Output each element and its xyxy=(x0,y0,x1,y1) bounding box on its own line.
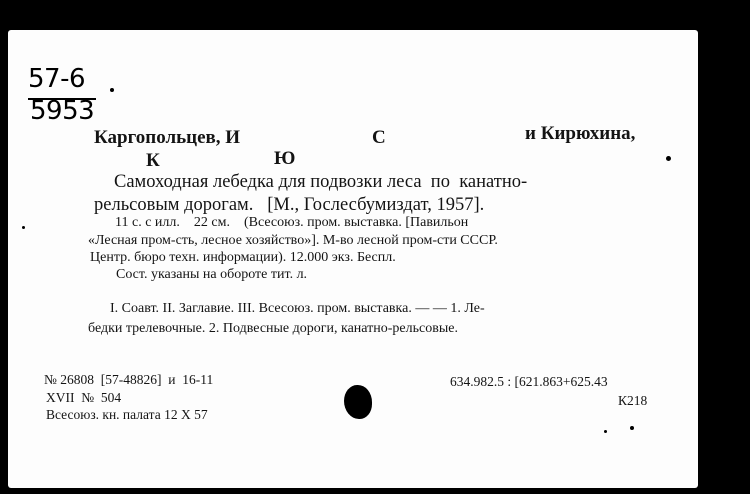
ink-speck xyxy=(22,226,25,229)
footer-record-number: № 26808 [57-48826] и 16-11 xyxy=(44,372,214,387)
description-line-3: Центр. бюро техн. информации). 12.000 экз. Беспл. xyxy=(90,250,396,265)
tracings-line-2: бедки трелевочные. 2. Подвесные дороги, канатно-рельсовые. xyxy=(88,321,458,336)
cutter-number: К218 xyxy=(618,393,648,408)
description-line-2: «Лесная пром-сть, лесное хозяйство»]. М-во лесной пром-сти СССР. xyxy=(88,233,498,248)
tracings-line-1: I. Соавт. II. Заглавие. III. Всесоюз. пром. выставка. — — 1. Ле- xyxy=(110,301,485,316)
footer-series: XVII № 504 xyxy=(46,390,122,405)
ink-speck xyxy=(630,426,634,430)
coauthor-second-initial: Ю xyxy=(274,148,296,169)
author-middle-initial: С xyxy=(372,127,386,148)
catalog-card xyxy=(8,30,698,488)
inventory-number: 5953 xyxy=(30,96,95,126)
ink-speck xyxy=(666,156,671,161)
title-line-2: рельсовым дорогам. [М., Гослесбумиздат, 1957]. xyxy=(94,195,485,215)
author-name: Каргопольцев, И xyxy=(94,127,241,148)
udc-classification: 634.982.5 : [621.863+625.43 xyxy=(450,374,608,389)
description-line-4: Сост. указаны на обороте тит. л. xyxy=(116,267,308,282)
title-line-1: Самоходная лебедка для подвозки леса по канатно- xyxy=(114,172,528,192)
description-line-1: 11 с. с илл. 22 см. (Всесоюз. пром. выставка. [Павильон xyxy=(115,215,469,230)
coauthor-first-initial: К xyxy=(146,150,160,171)
footer-chamber: Всесоюз. кн. палата 12 X 57 xyxy=(46,407,208,422)
coauthor-name: и Кирюхина, xyxy=(525,123,636,144)
ink-speck xyxy=(604,430,607,433)
shelf-number: 57-6 xyxy=(28,64,86,94)
ink-speck xyxy=(110,88,114,92)
ink-blot xyxy=(344,385,372,419)
